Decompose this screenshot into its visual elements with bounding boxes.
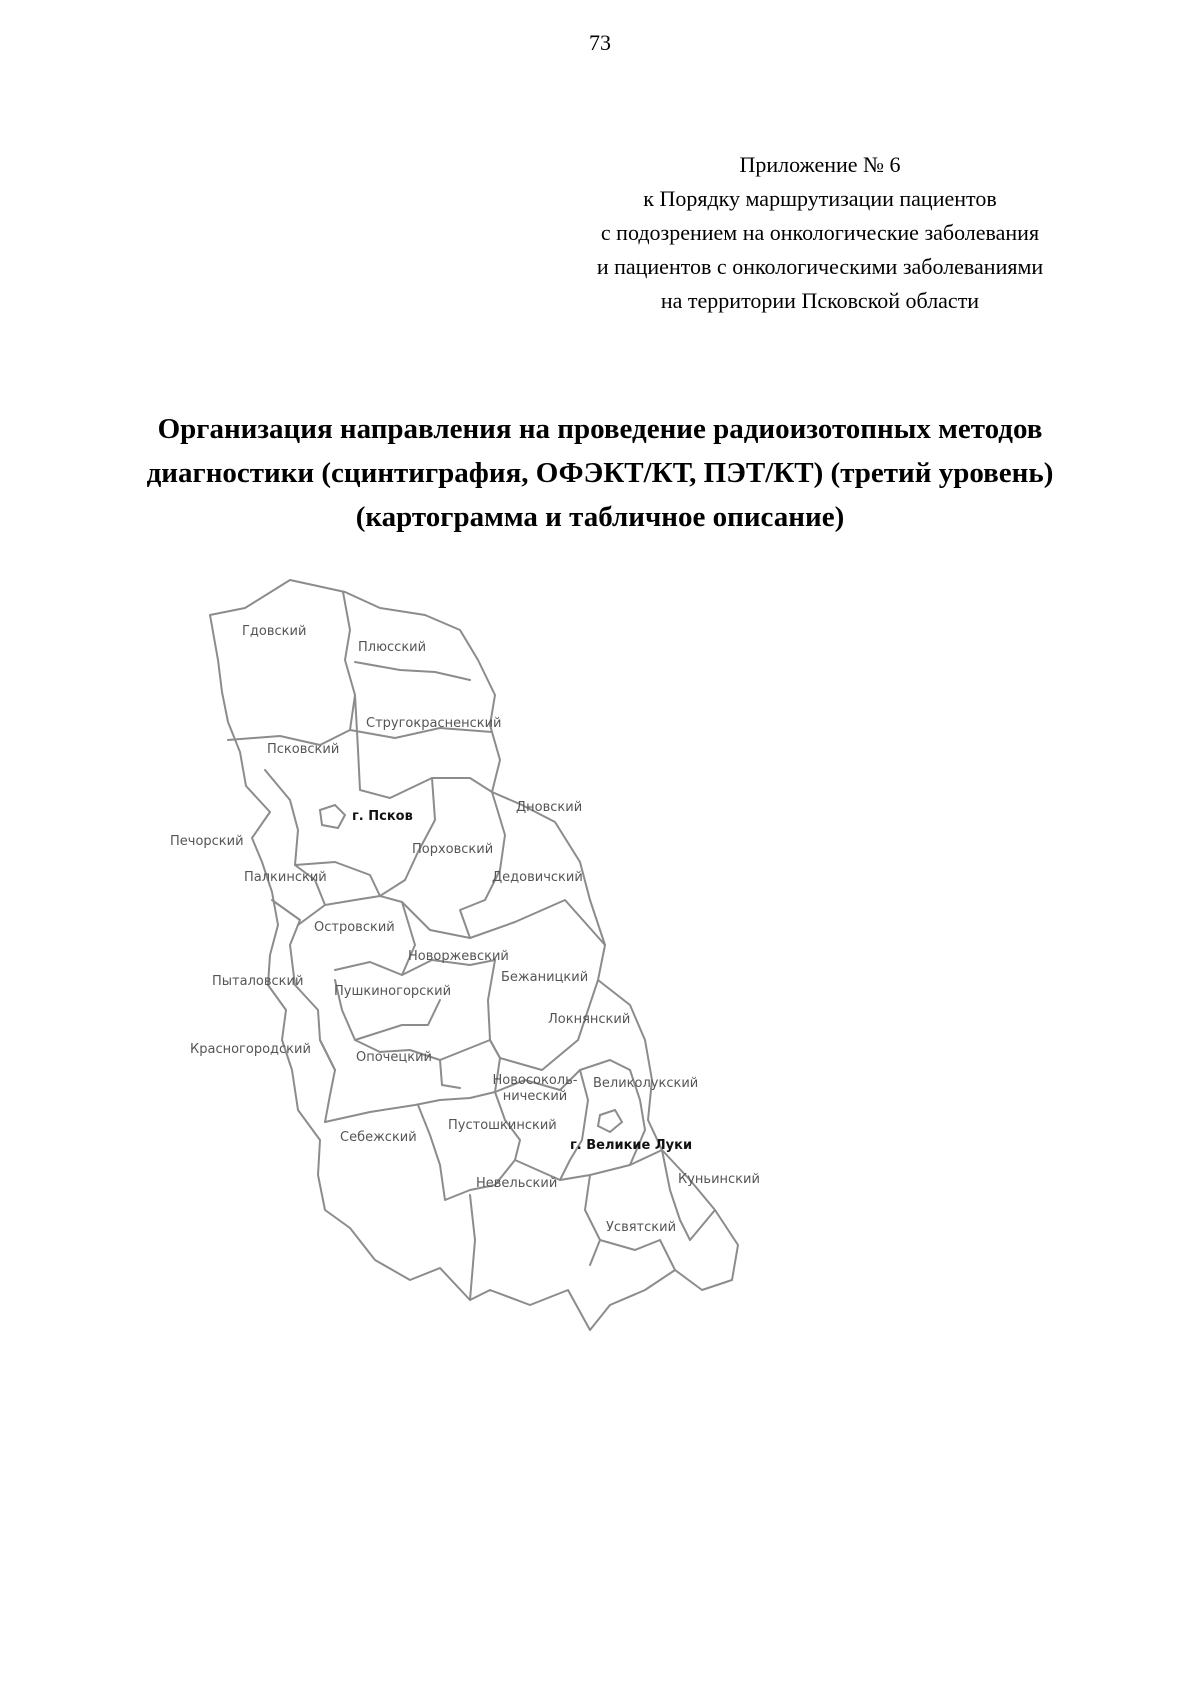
map-label-pytalovsky: Пыталовский: [212, 974, 304, 989]
map-label-dnovsky: Дновский: [516, 800, 583, 815]
map-label-bezhanitsky: Бежаницкий: [501, 970, 589, 985]
map-label-novosokolnichesky-line1: Новосоколь-: [492, 1073, 578, 1088]
map-label-usvyatsky: Усвятский: [606, 1220, 677, 1235]
title-line: Организация направления на проведение радиоизотопных методов: [157, 413, 1043, 445]
appendix-line: Приложение № 6: [739, 152, 901, 177]
map-label-strugokrasnensky: Стругокрасненский: [366, 716, 502, 731]
map-label-gdovsky: Гдовский: [242, 624, 307, 639]
appendix-line: на территории Псковской области: [660, 288, 980, 313]
appendix-header: [560, 148, 1080, 318]
appendix-line: к Порядку маршрутизации пациентов: [643, 186, 997, 211]
map-label-sebezhsky: Себежский: [340, 1130, 417, 1145]
map-label-dedovichsky: Дедовичский: [492, 870, 583, 885]
map-label-velikoluksky: Великолукский: [593, 1076, 699, 1091]
map-label-novosokolnichesky-line2: нический: [502, 1089, 568, 1104]
map-label-novorzhevsky: Новоржевский: [408, 949, 509, 964]
map-label-opochetsky: Опочецкий: [356, 1050, 432, 1065]
map-label-nevelsky: Невельский: [476, 1176, 558, 1191]
title-line: диагностики (сцинтиграфия, ОФЭКТ/КТ, ПЭТ/КТ) (третий уровень): [146, 457, 1054, 489]
map-label-novosokolnichesky: [490, 1073, 580, 1105]
map-label-plyussky: Плюсский: [358, 640, 427, 655]
appendix-line: и пациентов с онкологическими заболеваниями: [596, 254, 1044, 279]
map-label-loknyansky: Локнянский: [548, 1012, 631, 1027]
map-label-krasnogorodsky: Красногородский: [190, 1042, 311, 1057]
map-label-porkhovsky: Порховский: [412, 842, 494, 857]
map-label-kunyinsky: Куньинский: [678, 1172, 760, 1187]
document-title: [80, 407, 1120, 539]
map-label-pechorsky: Печорский: [170, 834, 244, 849]
map-label-pustoshkinsky: Пустошкинский: [448, 1118, 557, 1133]
map-label-palkinsky: Палкинский: [244, 870, 327, 885]
map-label-velikie-luki-city: г. Великие Луки: [570, 1138, 693, 1153]
map-label-pskov-city: г. Псков: [352, 809, 413, 824]
map-label-ostrovsky: Островский: [314, 920, 395, 935]
map-label-pushkinogorsky: Пушкиногорский: [334, 984, 452, 999]
appendix-line: с подозрением на онкологические заболевания: [600, 220, 1040, 245]
title-line: (картограмма и табличное описание): [355, 501, 845, 533]
region-map: [170, 600, 850, 1340]
page-number: 73: [589, 30, 611, 55]
map-label-pskovsky: Псковский: [267, 742, 340, 757]
